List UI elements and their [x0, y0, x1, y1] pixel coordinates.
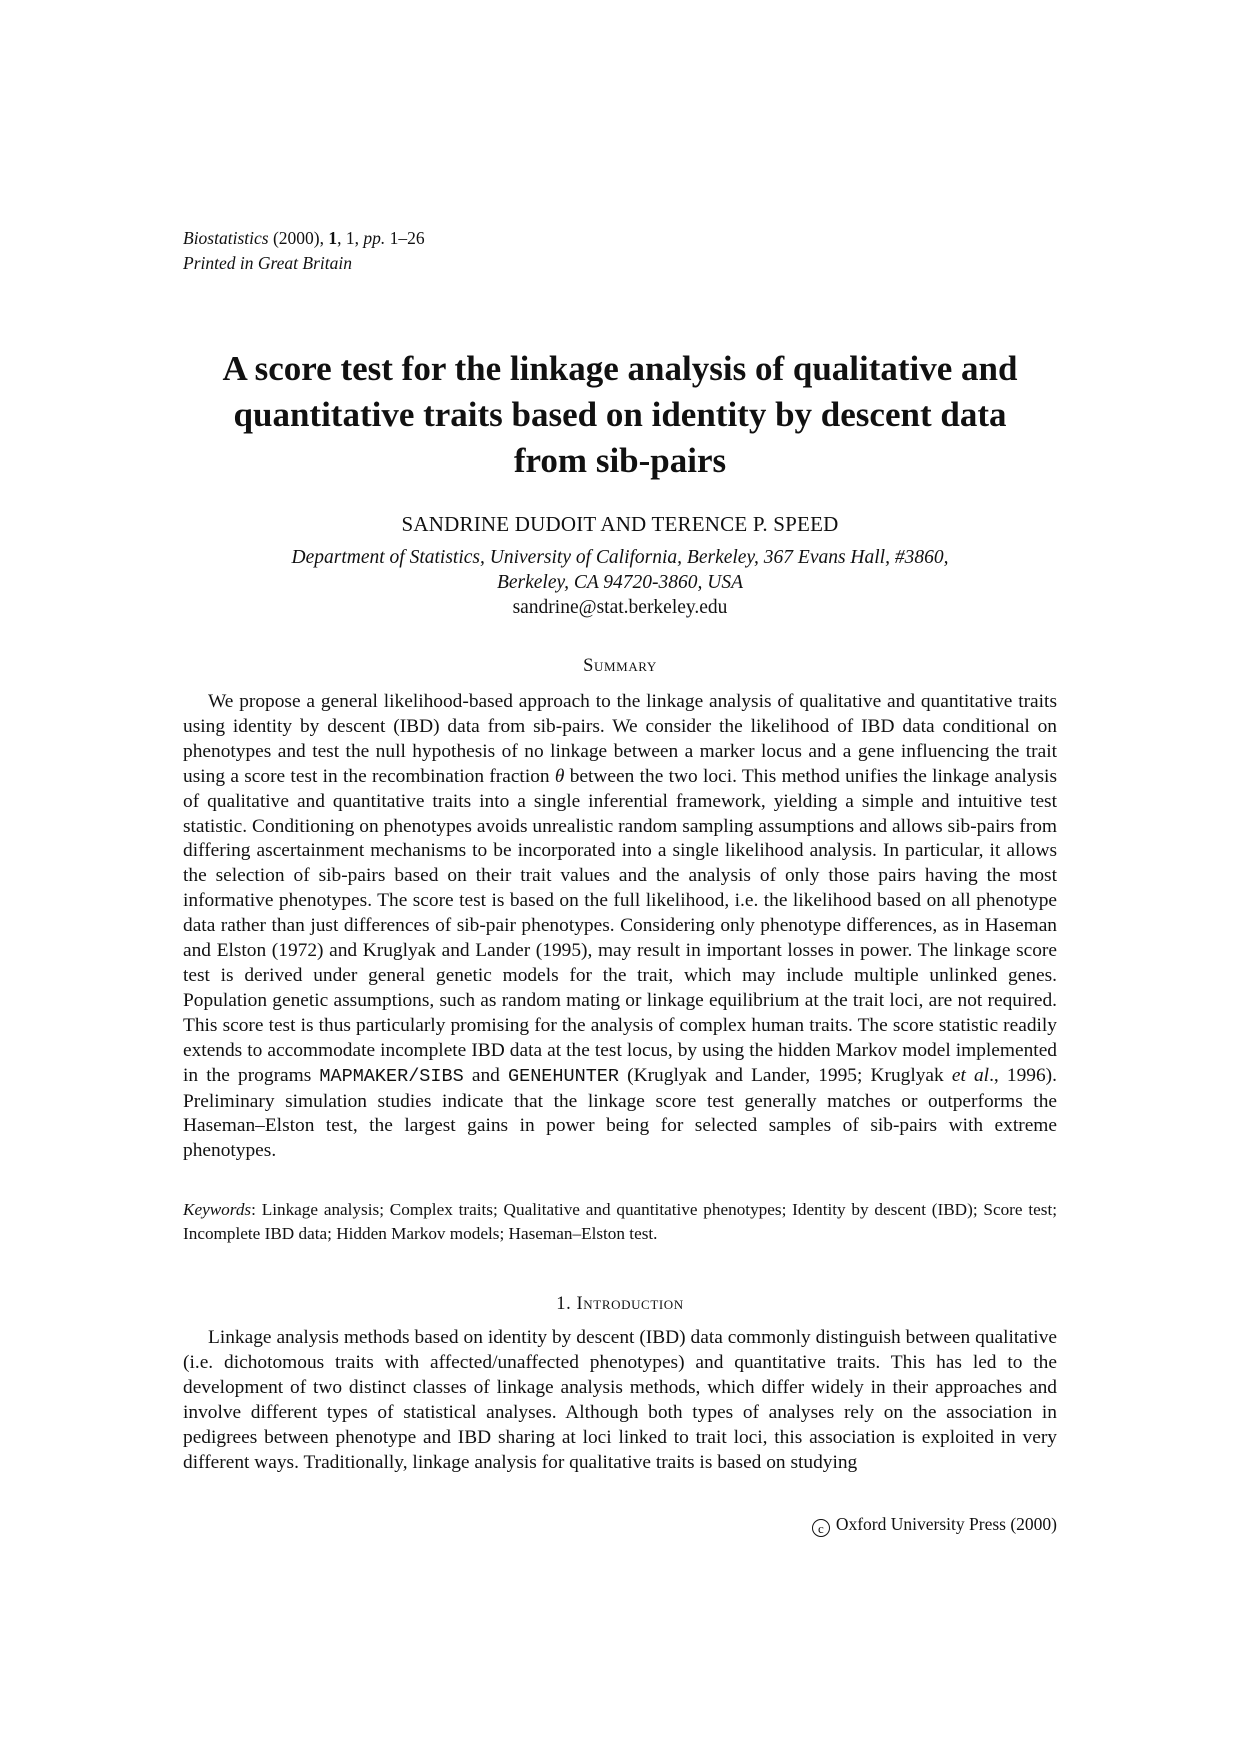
- keywords-text: : Linkage analysis; Complex traits; Qualitative and quantitative phenotypes; Identity by descent (IBD); Score test; Incomplete IBD data; Hidden Markov models; Haseman–Elston test.: [183, 1200, 1057, 1243]
- pp-label: pp.: [363, 228, 386, 248]
- abstract-part-2: between the two loci. This method unifies the linkage analysis of qualitative and quantitative traits into a single inferential framework, yielding a simple and intuitive test statistic. Conditioning on phenotypes avoids unrealistic random sampling assumptions and allows sib-pairs from differing ascertainment mechanisms to be incorporated into a single likelihood analysis. In particular, it allows the selection of sib-pairs based on their trait values and the analysis of only those pairs having the most informative phenotypes. The score test is based on the full likelihood, i.e. the likelihood based on all phenotype data rather than just differences of sib-pair phenotypes. Considering only phenotype differences, as in Haseman and Elston (1972) and Kruglyak and Lander (1995), may result in important losses in power. The linkage score test is derived under general genetic models for the trait, which may include multiple unlinked genes. Population genetic assumptions, such as random mating or linkage equilibrium at the trait loci, are not required. This score test is thus particularly promising for the analysis of complex human traits. The score statistic readily extends to accommodate incomplete IBD data at the test locus, by using the hidden Markov model implemented in the programs: [183, 765, 1057, 1086]
- introduction-heading-text: Introduction: [576, 1294, 684, 1314]
- affiliation-line-1: Department of Statistics, University of California, Berkeley, 367 Evans Hall, #3860,: [291, 547, 949, 568]
- affiliation: [183, 545, 1057, 620]
- keywords-label: Keywords: [183, 1200, 252, 1219]
- journal-name: Biostatistics: [183, 228, 269, 248]
- abstract-part-1: We propose a general likelihood-based approach to the linkage analysis of qualitative and quantitative traits using identity by descent (IBD) data from sib-pairs. We consider the likelihood of IBD data conditional on phenotypes and test the null hypothesis of no linkage between a marker locus and a gene influencing the trait using a score test in the recombination fraction: [183, 691, 1057, 787]
- printed-line: Printed in Great Britain: [183, 253, 352, 273]
- et-al: et al: [951, 1064, 990, 1086]
- affiliation-line-2: Berkeley, CA 94720-3860, USA: [496, 572, 744, 593]
- author-email: sandrine@stat.berkeley.edu: [512, 597, 728, 618]
- abstract-and: and: [463, 1064, 508, 1086]
- journal-header: [183, 226, 1057, 276]
- title-line-3: from sib-pairs: [513, 441, 727, 480]
- introduction-paragraph: Linkage analysis methods based on identity by descent (IBD) data commonly distinguish between qualitative (i.e. dichotomous traits with affected/unaffected phenotypes) and quantitative traits. This has led to the development of two distinct classes of linkage analysis methods, which differ widely in their approaches and involve different types of statistical analyses. Although both types of analyses rely on the association in pedigrees between phenotype and IBD sharing at loci linked to trait loci, this association is exploited in very different ways. Traditionally, linkage analysis for qualitative traits is based on studying: [183, 1327, 1057, 1473]
- copyright-footer: [183, 1512, 1057, 1537]
- section-number: 1.: [556, 1294, 572, 1314]
- citation-line: [183, 226, 1057, 251]
- introduction-heading: [183, 1292, 1057, 1316]
- abstract-part-3: (Kruglyak and Lander, 1995; Kruglyak: [619, 1064, 952, 1086]
- title-line-1: A score test for the linkage analysis of qualitative and: [222, 349, 1018, 388]
- copyright-icon: c: [812, 1519, 830, 1537]
- journal-pages: 1–26: [389, 228, 425, 248]
- title-line-2: quantitative traits based on identity by descent data: [233, 395, 1007, 434]
- summary-heading-text: Summary: [583, 656, 657, 676]
- program-genehunter: GENEHUNTER: [507, 1065, 620, 1087]
- journal-issue: , 1,: [337, 228, 359, 248]
- program-mapmaker: MAPMAKER/SIBS: [319, 1065, 464, 1087]
- journal-volume: 1: [328, 228, 338, 248]
- theta-symbol: θ: [554, 765, 565, 787]
- journal-year: (2000),: [272, 228, 324, 248]
- keywords: [183, 1198, 1057, 1246]
- copyright-text: Oxford University Press (2000): [835, 1514, 1057, 1534]
- paper-title: [183, 346, 1057, 484]
- abstract-part-4: ., 1996). Preliminary simulation studies indicate that the linkage score test generally matches or outperforms the Haseman–Elston test, the largest gains in power being for selected samples of sib-pairs with extreme phenotypes.: [183, 1064, 1057, 1162]
- summary-heading: [183, 654, 1057, 678]
- authors: SANDRINE DUDOIT AND TERENCE P. SPEED: [401, 512, 839, 536]
- abstract-paragraph: [183, 690, 1057, 1164]
